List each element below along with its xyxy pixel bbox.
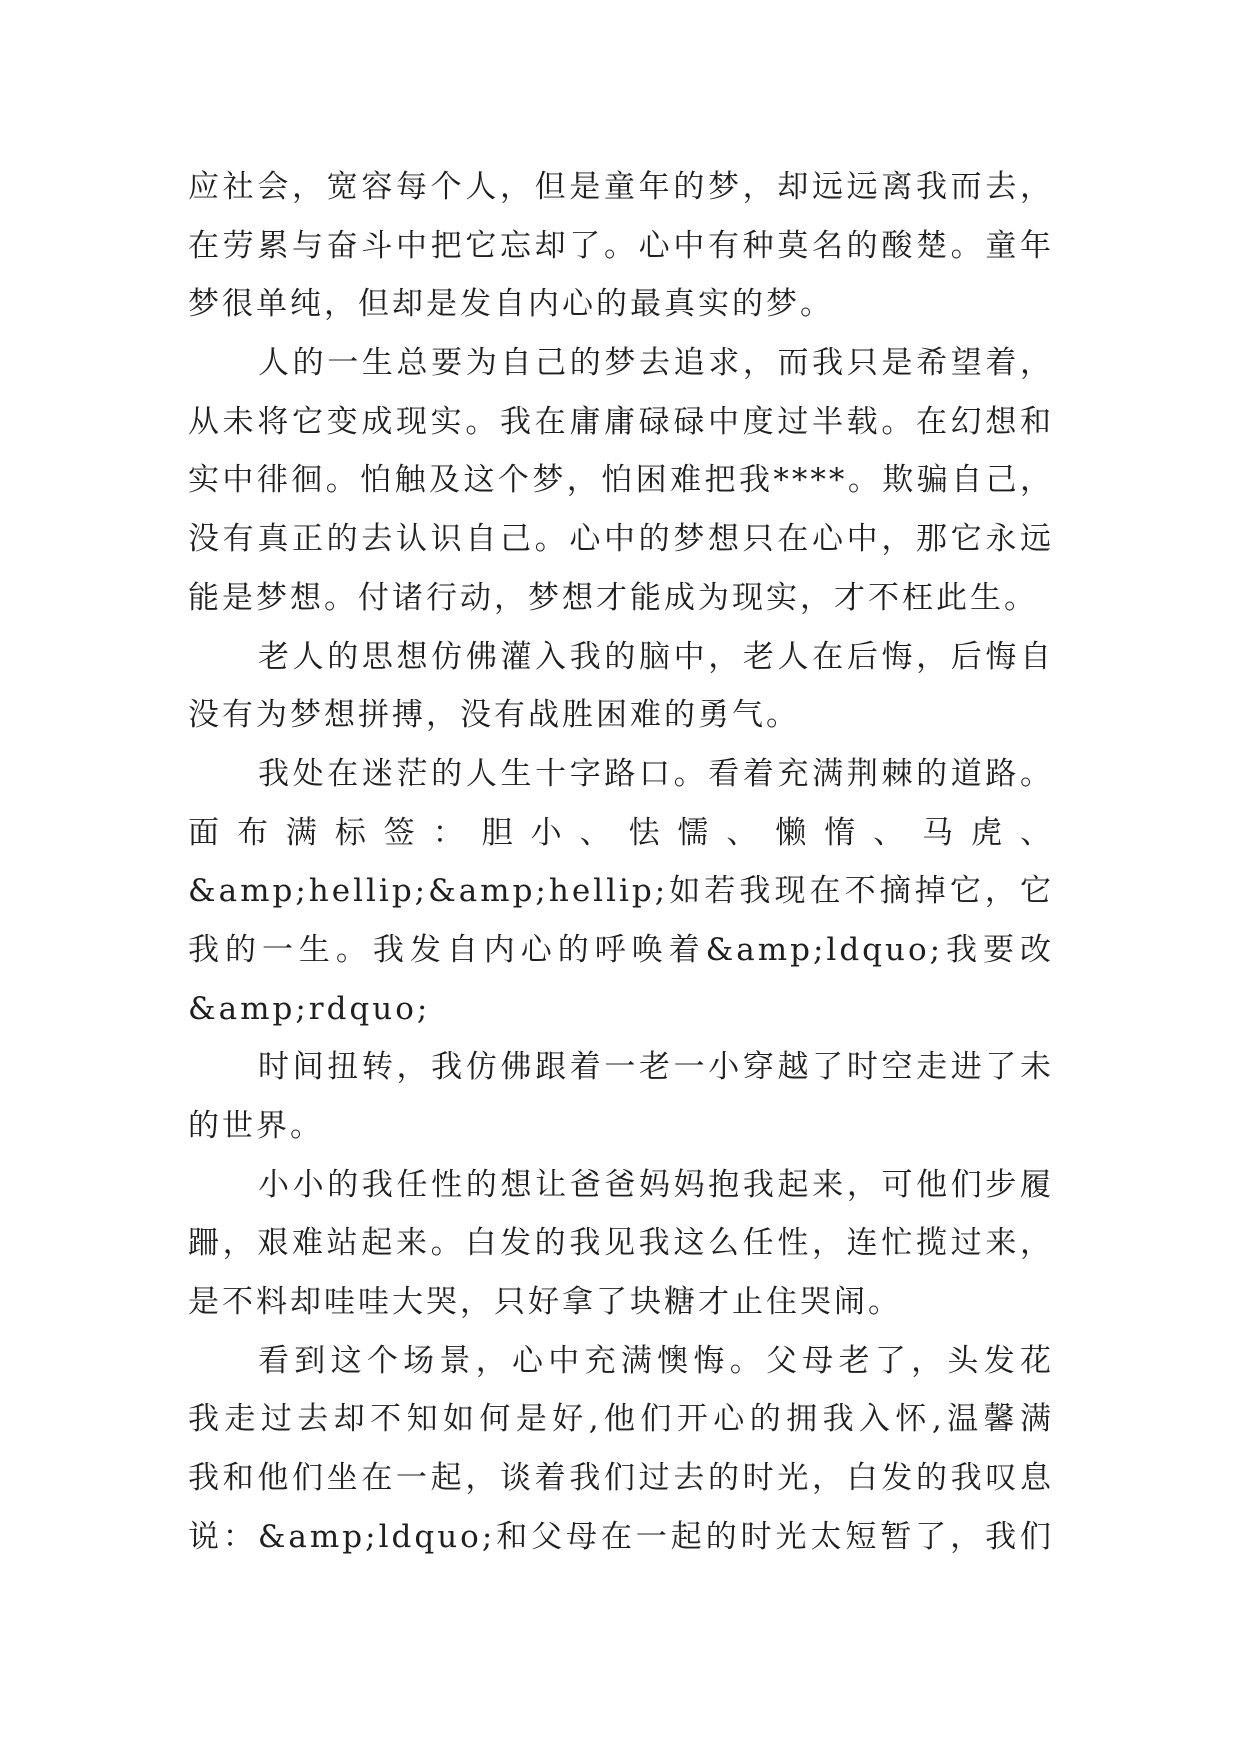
paragraph-start-line: 看到这个场景，心中充满懊悔。父母老了，头发花: [258, 1342, 1054, 1379]
text-line: &amp;rdquo;: [188, 990, 431, 1027]
paragraph-start-line: 人的一生总要为自己的梦去追求，而我只是希望着，: [258, 345, 1054, 382]
text-line: 的世界。: [188, 1108, 324, 1144]
document-body: [188, 158, 1054, 1567]
text-line: 我走过去却不知如何是好,他们开心的拥我入怀,温馨满: [188, 1401, 1054, 1438]
text-line: 从未将它变成现实。我在庸庸碌碌中度过半载。在幻想和: [188, 403, 1054, 440]
text-line: 我和他们坐在一起，谈着我们过去的时光，白发的我叹息: [188, 1460, 1054, 1497]
text-line: 是不料却哇哇大哭，只好拿了块糖才止住哭闹。: [188, 1284, 902, 1321]
text-line: &amp;hellip;&amp;hellip;如若我现在不摘掉它，它: [188, 873, 1054, 910]
text-line: 在劳累与奋斗中把它忘却了。心中有种莫名的酸楚。童年: [188, 227, 1054, 264]
text-line: 跚，艰难站起来。白发的我见我这么任性，连忙揽过来，: [188, 1225, 1054, 1262]
text-line: 应社会，宽容每个人，但是童年的梦，却远远离我而去，: [188, 169, 1054, 205]
paragraph-start-line: 时间扭转，我仿佛跟着一老一小穿越了时空走进了未: [258, 1049, 1054, 1086]
text-line: 没有为梦想拼搏，没有战胜困难的勇气。: [188, 697, 800, 734]
paragraph-start-line: 老人的思想仿佛灌入我的脑中，老人在后悔，后悔自: [258, 638, 1054, 675]
text-line: 能是梦想。付诸行动，梦想才能成为现实，才不枉此生。: [188, 579, 1038, 616]
paragraph-start-line: 小小的我任性的想让爸爸妈妈抱我起来，可他们步履: [258, 1166, 1054, 1203]
text-line: 没有真正的去认识自己。心中的梦想只在心中，那它永远: [188, 521, 1054, 558]
paragraph-start-line: 我处在迷茫的人生十字路口。看着充满荆棘的道路。: [258, 755, 1054, 792]
text-line: 面 布 满 标 签 ： 胆 小 、 怯 懦 、 懒 惰 、 马 虎 、: [188, 814, 1054, 851]
text-line: 我的一生。我发自内心的呼唤着&amp;ldquo;我要改: [188, 931, 1054, 968]
text-line: 实中徘徊。怕触及这个梦，怕困难把我****。欺骗自己，: [188, 462, 1054, 499]
text-line: 梦很单纯，但却是发自内心的最真实的梦。: [188, 286, 834, 323]
text-line: 说：&amp;ldquo;和父母在一起的时光太短暂了，我们: [188, 1518, 1054, 1555]
